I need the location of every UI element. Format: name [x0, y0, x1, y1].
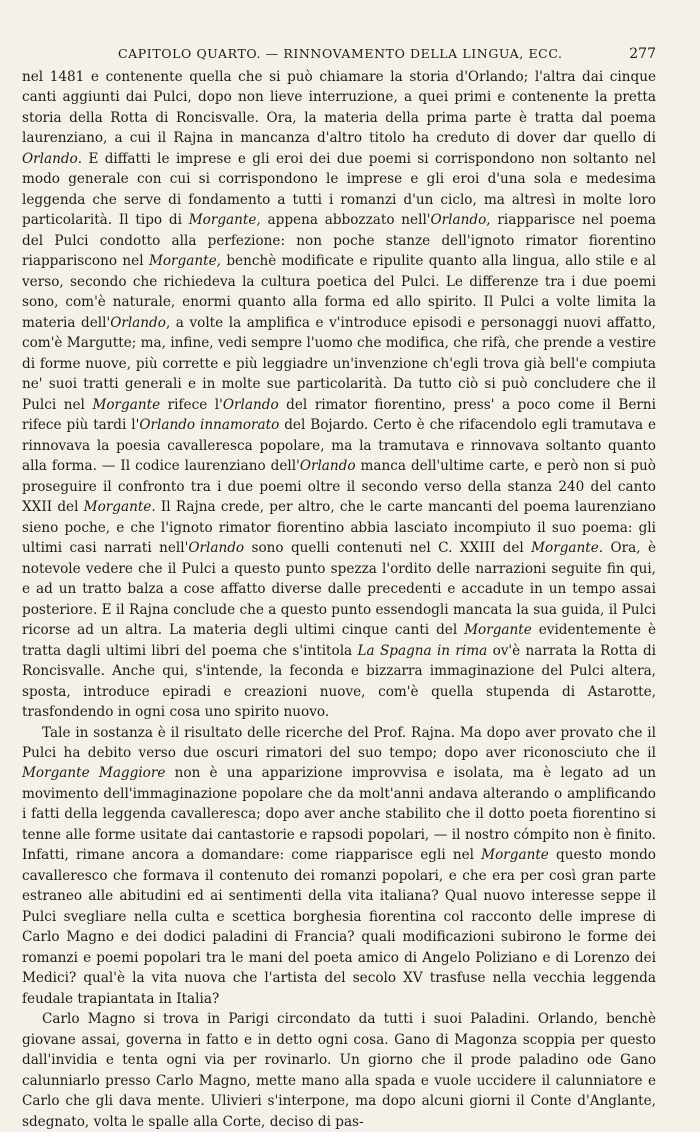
paragraph [22, 723, 656, 1010]
italic-title: Morgante. [83, 499, 156, 516]
italic-title: Morgante, [188, 212, 261, 229]
italic-title: Morgante [481, 847, 549, 864]
text-run: non è una apparizione improvvisa e isolata, ma è legato ad un movimento dell'immaginazione popolare che da molt'anni andava alterando o amplificando i fatti della leggenda cavalleresca; dopo aver anche stabilito che il dotto poeta fiorentino si tenne alle forme usitate dai cantastorie e rapsodi popolari, — il nostro cómpito non è finito. Infatti, rimane ancora a domandare: come riapparisce egli nel [22, 765, 656, 864]
text-run: . E diffatti le imprese e gli eroi dei due poemi si corrispondono non soltanto nel modo generale con cui si corrispondono le imprese e gli eroi d'una sola e medesima leggenda che serve di fondamento a tutti i romanzi d'un ciclo, ma altresì in molte loro particolarità. Il tipo di [22, 150, 656, 229]
text-run: del Bojardo. Certo è che rifacendolo egli tramutava e rinnovava la poesia cavalleresca popolare, ma la tramutava e rinnovava soltanto quanto alla forma. — Il codice laurenziano dell' [22, 417, 657, 475]
italic-title: Orlando innamorato [139, 417, 280, 434]
page-number: 277 [629, 46, 656, 62]
book-page [22, 46, 656, 1132]
italic-title: La Spagna in rima [357, 642, 488, 659]
italic-title: Morgante, [148, 253, 221, 270]
text-run: questo mondo cavalleresco che formava il contenuto dei romanzi popolari, e che era per così gran parte estraneo alle abitudini ed ai sentimenti della vita italiana? Qual nuovo interesse seppe il Pulci svegliare nella culta e scettica borghesia fiorentina col racconto delle imprese di Carlo Magno e dei dodici paladini di Francia? quali modificazioni subirono le forme dei romanzi e poemi popolari tra le mani del poeta amico di Angelo Poliziano e di Lorenzo dei Medici? qual'è la vita nuova che l'artista del secolo XV trasfuse nella vecchia leggenda feudale trapiantata in Italia? [22, 847, 656, 1007]
italic-title: Morgante. [531, 540, 604, 557]
italic-title: Orlando [430, 212, 487, 229]
italic-title: Morgante [92, 396, 161, 413]
text-run: evidentemente è tratta dagli ultimi libri del poema che s'intitola [22, 622, 656, 659]
text-run: Ora, è notevole vedere che il Pulci a questo punto spezza l'ordito delle narrazioni seguite fin qui, e ad un tratto balza a cose affatto diverse dalle precedenti e accadute in un tempo assai posteriore. E il Rajna conclude che a questo punto essendogli mancata la sua guida, il Pulci ricorse ad un altra. La materia degli ultimi cinque canti del [22, 540, 656, 639]
text-run: , a volte la amplifica e v'introduce episodi e personaggi nuovi affatto, com'è Margutte; ma, infine, vedi sempre l'uomo che modifica, che rifà, che prende a vestire di forme nuove, più corrette e più leggiadre un'invenzione ch'egli trova già bell'e compiuta ne' suoi tratti generali e in molte sue particolarità. Da tutto ciò si può concludere che il Pulci nel [22, 314, 656, 413]
italic-title: Orlando [22, 150, 78, 167]
text-run: Carlo Magno si trova in Parigi circondato da tutti i suoi Paladini. Orlando, benchè giovane assai, governa in fatto e in detto ogni cosa. Gano di Magonza scoppia per questo dall'invidia e tenta ogni via per rovinarlo. Un giorno che il prode paladino ode Gano calunniarlo presso Carlo Magno, mette mano alla spada e vuole uccidere il calunniatore e Carlo che gli dava mente. Ulivieri s'interpone, ma dopo alcuni giorni il Conte d'Anglante, sdegnato, volta le spalle alla Corte, deciso di pas- [22, 1011, 656, 1130]
running-title: CAPITOLO QUARTO. — RINNOVAMENTO DELLA LINGUA, ECC. [118, 46, 563, 61]
italic-title: Orlando [188, 540, 245, 557]
paragraph [22, 67, 656, 723]
italic-title: Morgante [464, 622, 532, 639]
text-run: sono quelli contenuti nel C. XXIII del [244, 540, 532, 557]
text-run: nel 1481 e contenente quella che si può chiamare la storia d'Orlando; l'altra dai cinque canti aggiunti dai Pulci, dopo non lieve interruzione, a quei primi e contenente la pretta storia della Rotta di Roncisvalle. Ora, la materia della prima parte è tratta dal poema laurenziano, a cui il Rajna in mancanza d'altro titolo ha creduto di dover dar quello di [22, 69, 656, 147]
text-run: Tale in sostanza è il risultato delle ricerche del Prof. Rajna. Ma dopo aver provato che il Pulci ha debito verso due oscuri rimatori del suo tempo; dopo aver riconosciuto che il [22, 724, 656, 761]
italic-title: Orlando [299, 458, 356, 475]
text-run: ov'è narrata la Rotta di Roncisvalle. Anche qui, s'intende, la feconda e bizzarra immaginazione del Pulci altera, sposta, introduce epiradi e creazioni nuove, com'è quella stupenda di Astarotte, trasfondendo in ogni cosa uno spirito nuovo. [22, 642, 657, 721]
page-header [22, 46, 656, 62]
text-run: rifece l' [160, 396, 223, 413]
text-run: del rimator fiorentino, press' a poco come il Berni rifece più tardi l' [22, 396, 657, 434]
italic-title: Orlando [222, 396, 279, 413]
text-run: Il Rajna crede, per altro, che le carte mancanti del poema laurenziano sieno poche, e che l'ignoto rimator fiorentino abbia lasciato incompiuto il suo poema: gli ultimi casi narrati nell' [22, 499, 656, 557]
text-run: , riapparisce nel poema del Pulci condotto alla perfezione: non poche stanze dell'ignoto rimator fiorentino riappariscono nel [22, 212, 656, 270]
text-run: manca dell'ultime carte, e però non si può proseguire il confronto tra i due poemi oltre il secondo verso della stanza 240 del canto XXII del [22, 458, 656, 516]
body-text [22, 67, 656, 1132]
italic-title: Morgante Maggiore [22, 765, 166, 782]
paragraph [22, 1009, 656, 1132]
text-run: appena abbozzato nell' [260, 212, 431, 229]
text-run: benchè modificate e ripulite quanto alla lingua, allo stile e al verso, secondo che richiedeva la cultura poetica del Pulci. Le differenze tra i due poemi sono, com'è naturale, enormi quanto alla forma ed allo spirito. Il Pulci a volte limita la materia dell' [22, 253, 656, 331]
italic-title: Orlando [110, 314, 166, 331]
